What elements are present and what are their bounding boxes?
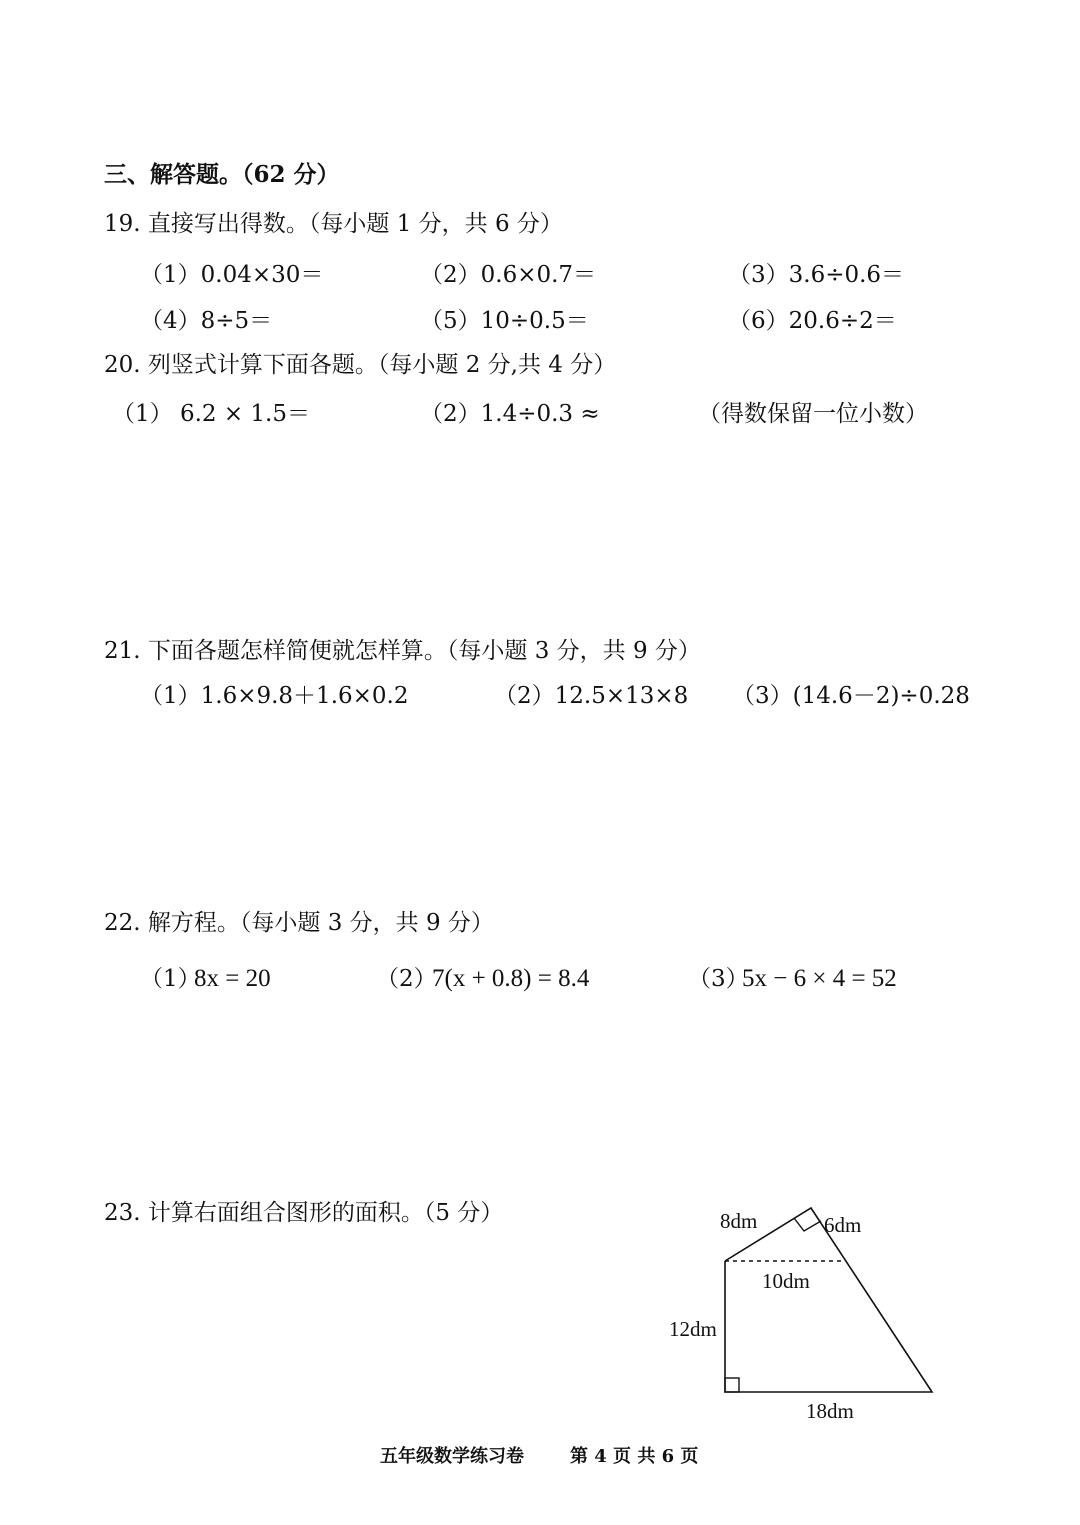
q22-equation-1: 8x = 20	[194, 965, 271, 992]
label-6dm: 6dm	[824, 1213, 862, 1237]
label-18dm: 18dm	[806, 1399, 854, 1423]
q19-item-4: （4）8÷5＝	[140, 308, 273, 334]
q21-item-3: （3）(14.6－2)÷0.28	[732, 683, 970, 709]
q19-item-5: （5）10÷0.5＝	[420, 308, 589, 334]
q19-item-1: （1）0.04×30＝	[140, 262, 324, 288]
q19-item-6: （6）20.6÷2＝	[728, 308, 897, 334]
q20-item-1: （1） 6.2 × 1.5＝	[112, 401, 310, 427]
q22-label-2: （2）	[376, 966, 437, 992]
q20-item-2: （2）1.4÷0.3 ≈	[420, 401, 600, 427]
q22-label-3: （3）	[688, 966, 749, 992]
right-angle-mark-bottom	[725, 1378, 739, 1392]
q22-equation-3: 5x − 6 × 4 = 52	[742, 965, 897, 992]
q22-title: 22. 解方程。（每小题 3 分，共 9 分）	[104, 910, 494, 936]
q21-item-2: （2）12.5×13×8	[494, 683, 689, 709]
q21-item-1: （1）1.6×9.8＋1.6×0.2	[140, 683, 409, 709]
q22-equation-2: 7(x + 0.8) = 8.4	[432, 965, 590, 992]
q19-item-2: （2）0.6×0.7＝	[420, 262, 597, 288]
q19-title: 19. 直接写出得数。（每小题 1 分，共 6 分）	[104, 211, 563, 237]
q19-item-3: （3）3.6÷0.6＝	[728, 262, 905, 288]
q20-note: （得数保留一位小数）	[698, 401, 928, 427]
q21-title: 21. 下面各题怎样简便就怎样算。（每小题 3 分，共 9 分）	[104, 638, 701, 664]
q20-title: 20. 列竖式计算下面各题。（每小题 2 分,共 4 分）	[104, 352, 617, 378]
label-10dm: 10dm	[762, 1269, 810, 1293]
footer-title: 五年级数学练习卷	[380, 1446, 524, 1467]
q22-label-1: （1）	[140, 966, 201, 992]
label-8dm: 8dm	[720, 1209, 758, 1233]
right-angle-mark-apex	[794, 1218, 821, 1231]
section-title: 三、解答题。（62 分）	[104, 161, 340, 188]
q23-title: 23. 计算右面组合图形的面积。（5 分）	[104, 1200, 504, 1226]
footer-page: 第 4 页 共 6 页	[570, 1446, 699, 1467]
label-12dm: 12dm	[669, 1317, 717, 1341]
